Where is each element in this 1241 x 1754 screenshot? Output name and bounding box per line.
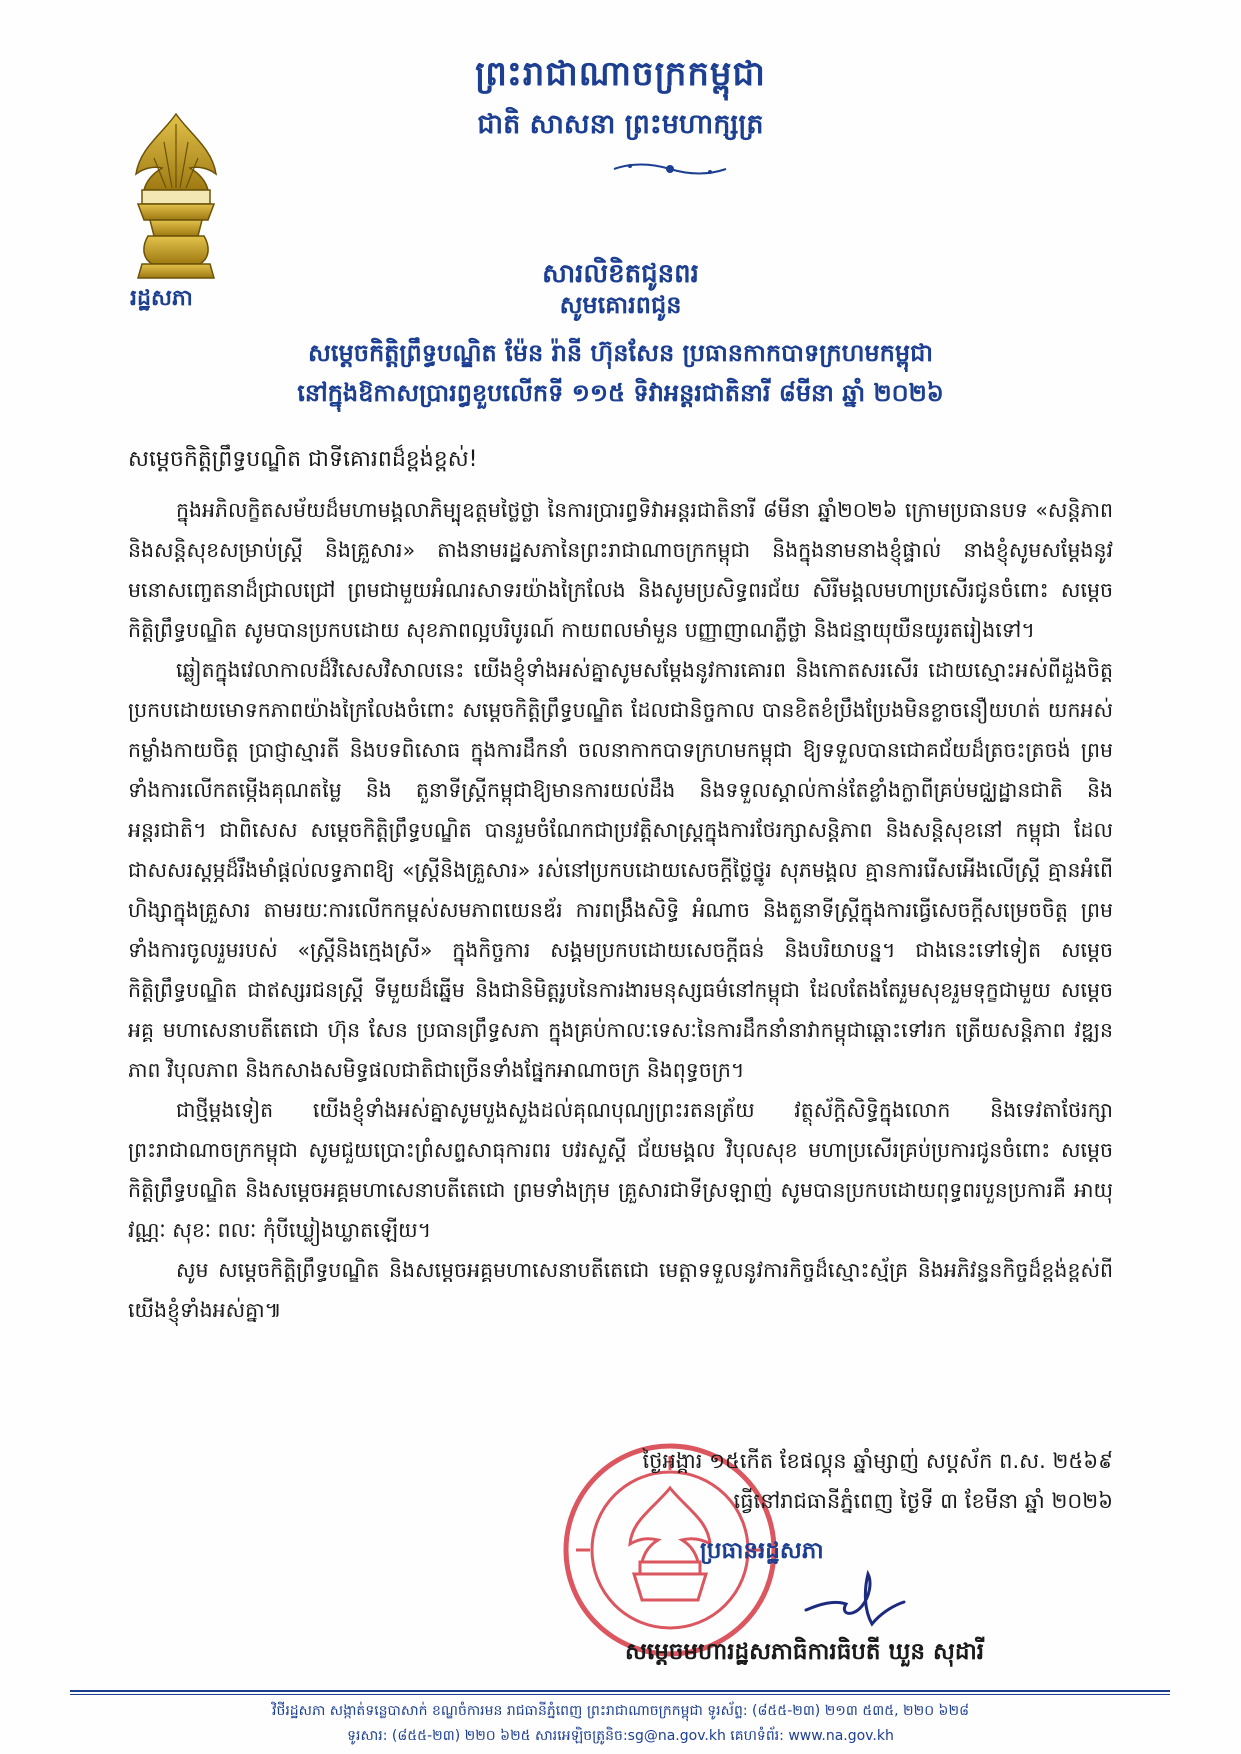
body-paragraph: ជាថ្មីម្តងទៀត យើងខ្ញុំទាំងអស់គ្នាសូមបួងសួងដល់គុណបុណ្យព្រះរតនត្រ័យ វត្ថុស័ក្តិសិទ្ធិក្នុងលោក និងទេវតាថែរក្សាព្រះរាជាណាចក្រកម្ពុជា សូមជួយប្រោះព្រំសព្ទសាធុការពរ បវរសួស្តី ជ័យមង្គល វិបុលសុខ មហាប្រសើរគ្រប់ប្រការជូនចំពោះ សម្តេចកិត្តិព្រឹទ្ធបណ្ឌិត និងសម្តេចអគ្គមហាសេនាបតីតេជោ ព្រមទាំងក្រុម គ្រួសារជាទីស្រឡាញ់ សូមបានប្រកបដោយពុទ្ធពរបួនប្រការគឺ អាយុ វណ្ណៈ សុខៈ ពលៈ កុំបីឃ្លៀងឃ្លាតឡើយ។ — [128, 1098, 1113, 1242]
footer-divider — [70, 1690, 1170, 1692]
handwritten-signature — [800, 1570, 910, 1630]
kingdom-heading: ព្រះរាជាណាចក្រកម្ពុជា — [475, 54, 766, 94]
footer-divider-thin — [70, 1694, 1170, 1695]
national-motto: ជាតិ សាសនា ព្រះមហាក្សត្រ — [477, 109, 764, 140]
divider-ornament — [610, 158, 730, 180]
emblem-caption: រដ្ឋសភា — [130, 286, 193, 311]
letter-addressee-intro: សូមគោរពជូន — [559, 291, 682, 319]
footer-contact: ទូរសារ: (៨៥៥-២៣) ២២០ ៦២៥ សារអេឡិចត្រូនិច:sg@na.gov.kh គេហទំព័រ: www.na.gov.kh — [347, 1728, 894, 1744]
letter-addressee: សម្តេចកិត្តិព្រឹទ្ធបណ្ឌិត ម៉ែន រ៉ានី ហ៊ុនសែន ប្រធានកាកបាទក្រហមកម្ពុជា — [308, 339, 933, 367]
body-paragraph: សូម សម្តេចកិត្តិព្រឹទ្ធបណ្ឌិត និងសម្តេចអគ្គមហាសេនាបតីតេជោ មេត្តាទទួលនូវការកិច្ចដ៏ស្មោះស្ម័គ្រ និងអភិវន្ទនកិច្ចដ៏ខ្ពង់ខ្ពស់ពីយើងខ្ញុំទាំងអស់គ្នា៕ — [128, 1258, 1113, 1322]
body-paragraph: ឆ្លៀតក្នុងវេលាកាលដ៏វិសេសវិសាលនេះ យើងខ្ញុំទាំងអស់គ្នាសូមសម្តែងនូវការគោរព និងកោតសរសើរ ដោយស្មោះអស់ពីដួងចិត្តប្រកបដោយមោទកភាពយ៉ាងក្រៃលែងចំពោះ សម្តេចកិត្តិព្រឹទ្ធបណ្ឌិត ដែលជានិច្ចកាល បានខិតខំប្រឹងប្រែងមិនខ្លាចនឿយហត់ យកអស់កម្លាំងកាយចិត្ត ប្រាជ្ញាស្មារតី និងបទពិសោធ ក្នុងការដឹកនាំ ចលនាកាកបាទក្រហមកម្ពុជា ឱ្យទទួលបានជោគជ័យដ៏ត្រចះត្រចង់ ព្រមទាំងការលើកតម្កើងគុណតម្លៃ និង តួនាទីស្ត្រីកម្ពុជាឱ្យមានការយល់ដឹង និងទទួលស្គាល់កាន់តែខ្លាំងក្លាពីគ្រប់មជ្ឈដ្ឋានជាតិ និងអន្តរជាតិ។ ជាពិសេស សម្តេចកិត្តិព្រឹទ្ធបណ្ឌិត បានរួមចំណែកជាប្រវត្តិសាស្ត្រក្នុងការថែរក្សាសន្តិភាព និងសន្តិសុខនៅ កម្ពុជា ដែលជាសសរស្តម្ភដ៏រឹងមាំផ្តល់លទ្ធភាពឱ្យ «ស្ត្រីនិងគ្រួសារ» រស់នៅប្រកបដោយសេចក្តីថ្លៃថ្នូរ សុភមង្គល គ្មានការរើសអើងលើស្ត្រី គ្មានអំពើហិង្សាក្នុងគ្រួសារ តាមរយៈការលើកកម្ពស់សមភាពយេនឌ័រ ការពង្រឹងសិទ្ធិ អំណាច និងតួនាទីស្ត្រីក្នុងការធ្វើសេចក្តីសម្រេចចិត្ត ព្រមទាំងការចូលរួមរបស់ «ស្ត្រីនិងក្មេងស្រី» ក្នុងកិច្ចការ សង្គមប្រកបដោយសេចក្តីធន់ និងបរិយាបន្ន។ ជាងនេះទៅទៀត សម្តេចកិត្តិព្រឹទ្ធបណ្ឌិត ជាឥស្សរជនស្ត្រី ទីមួយដ៏ឆ្នើម និងជានិមិត្តរូបនៃការងារមនុស្សធម៌នៅកម្ពុជា ដែលតែងតែរួមសុខរួមទុក្ខជាមួយ សម្តេចអគ្គ មហាសេនាបតីតេជោ ហ៊ុន សែន ប្រធានព្រឹទ្ធសភា ក្នុងគ្រប់កាលៈទេសៈនៃការដឹកនាំនាវាកម្ពុជាឆ្ពោះទៅរក ត្រើយសន្តិភាព វឌ្ឍនភាព វិបុលភាព និងកសាងសមិទ្ធផលជាតិជាច្រើនទាំងផ្នែកអាណាចក្រ និងពុទ្ធចក្រ។ — [128, 658, 1113, 1082]
body-paragraph: ក្នុងអភិលក្ខិតសម័យដ៏មហាមង្គលាភិម្បុឧត្តមថ្លៃថ្លា នៃការប្រារព្ធទិវាអន្តរជាតិនារី ៨មីនា ឆ្នាំ២០២៦ ក្រោមប្រធានបទ «សន្តិភាព និងសន្តិសុខសម្រាប់ស្ត្រី និងគ្រួសារ» តាងនាមរដ្ឋសភានៃព្រះរាជាណាចក្រកម្ពុជា និងក្នុងនាមនាងខ្ញុំផ្ទាល់ នាងខ្ញុំសូមសម្តែងនូវមនោសញ្ចេតនាដ៏ជ្រាលជ្រៅ ព្រមជាមួយអំណរសាទរយ៉ាងក្រៃលែង និងសូមប្រសិទ្ធពរជ័យ សិរីមង្គលមហាប្រសើរជូនចំពោះ សម្តេចកិត្តិព្រឹទ្ធបណ្ឌិត សូមបានប្រកបដោយ សុខភាពល្អបរិបូរណ៍ កាយពលមាំមួន បញ្ញាញាណភ្លឺថ្លា និងជន្មាយុយឺនយូរតរៀងទៅ។ — [128, 498, 1113, 642]
letter-occasion: នៅក្នុងឱកាសប្រារព្ធខួបលើកទី ១១៥ ទិវាអន្តរជាតិនារី ៨មីនា ឆ្នាំ ២០២៦ — [297, 379, 944, 407]
signatory-title: ប្រធានរដ្ឋសភា — [700, 1538, 824, 1564]
lunar-date: ថ្ងៃអង្គារ ១៥កើត ខែផល្គុន ឆ្នាំម្សាញ់ សប្តស័ក ព.ស. ២៥៦៩ — [642, 1449, 1113, 1473]
salutation: សម្តេចកិត្តិព្រឹទ្ធបណ្ឌិត ជាទីគោរពដ៏ខ្ពង់ខ្ពស់! — [128, 447, 478, 472]
footer-address: វិថីរដ្ឋសភា សង្កាត់ទន្លេបាសាក់ ខណ្ឌចំការមន រាជធានីភ្នំពេញ ព្រះរាជាណាចក្រកម្ពុជា ទូរស័ព្ទ: (៨៥៥-២៣) ២១៣ ៥៣៥, ២២០ ៦២៨ — [272, 1703, 969, 1719]
letter-title: សារលិខិតជូនពរ — [542, 259, 699, 289]
solar-date: ធ្វើនៅរាជធានីភ្នំពេញ ថ្ងៃទី ៣ ខែមីនា ឆ្នាំ ២០២៦ — [733, 1489, 1113, 1513]
letter-body — [128, 490, 1113, 1330]
signatory-name: សម្តេចមហារដ្ឋសភាធិការធិបតី ឃួន សុដារី — [625, 1639, 985, 1665]
